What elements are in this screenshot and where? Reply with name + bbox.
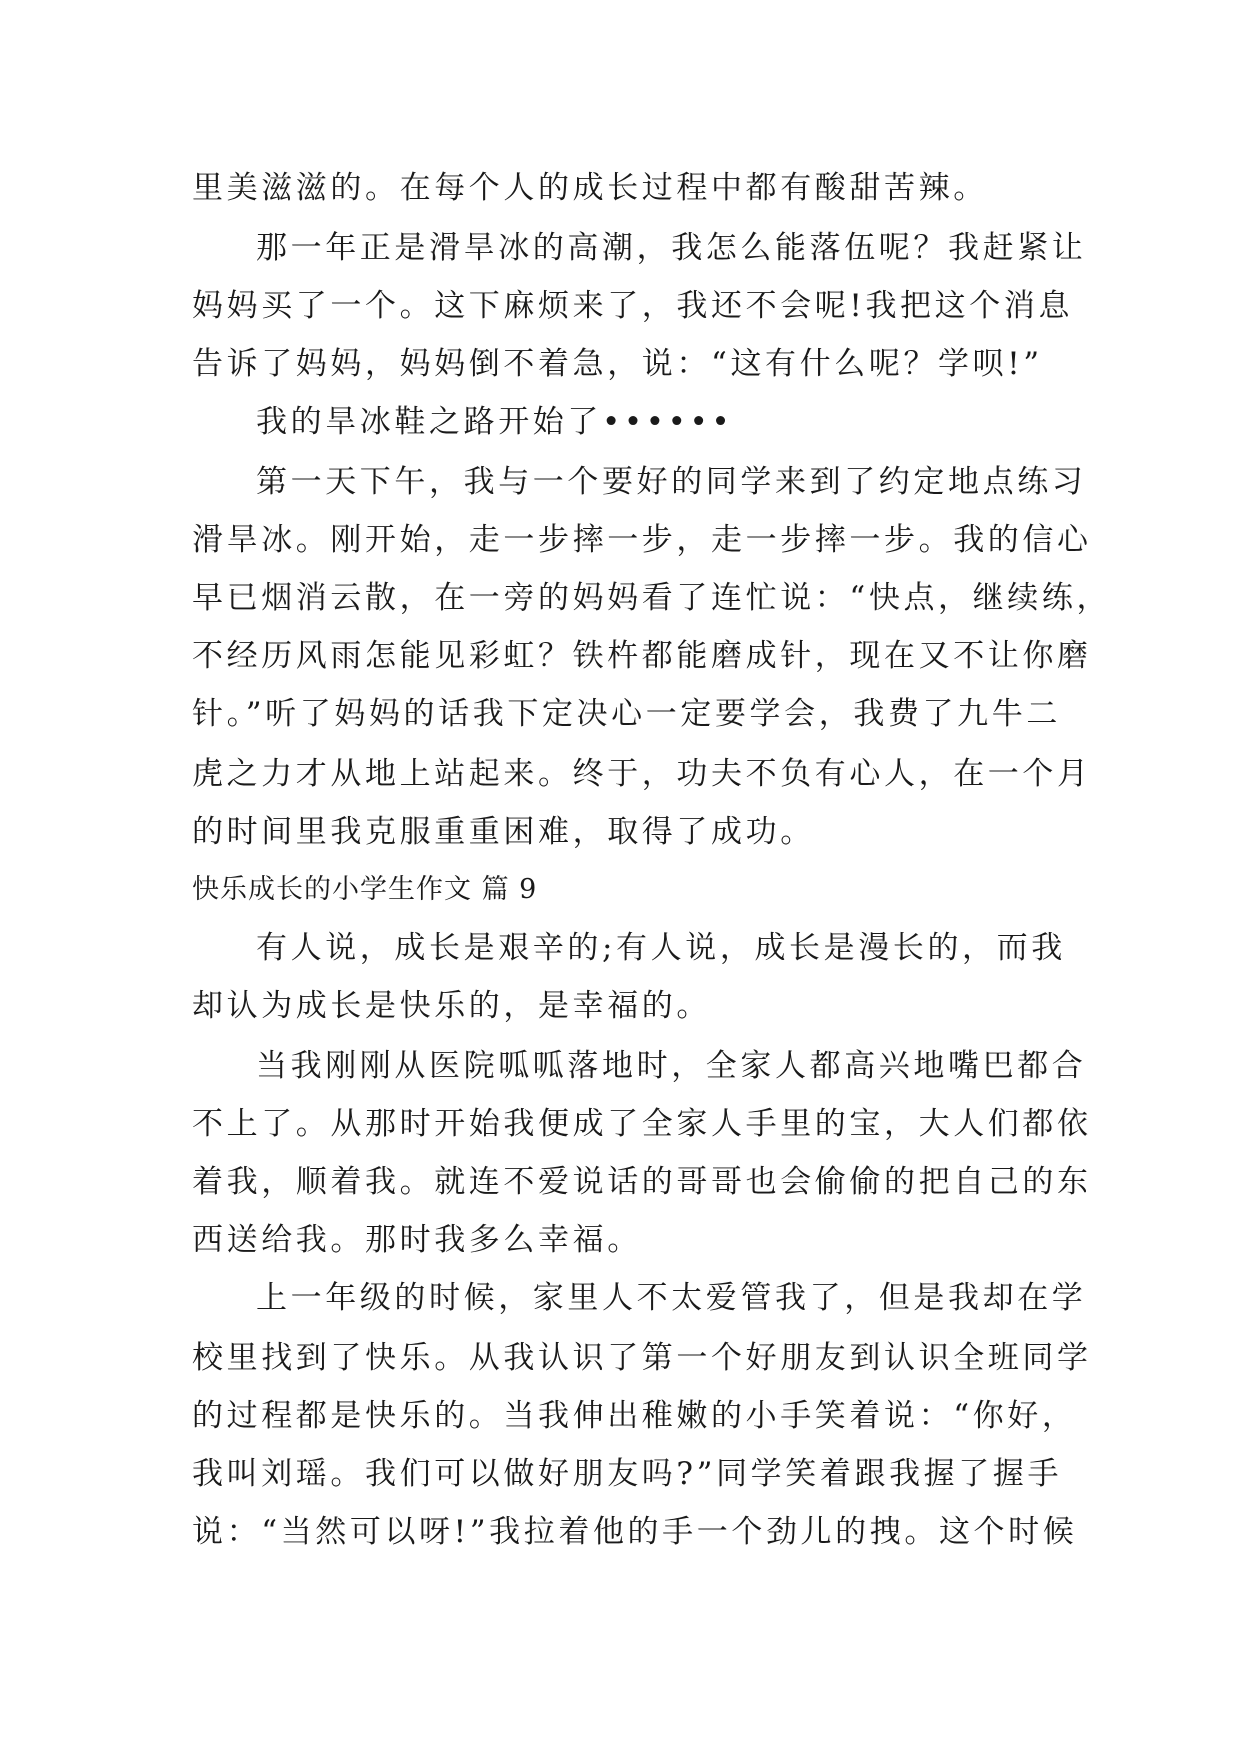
paragraph-line: 里美滋滋的。在每个人的成长过程中都有酸甜苦辣。 [192,170,988,206]
paragraph-line: 不上了。从那时开始我便成了全家人手里的宝，大人们都依 [192,1106,1092,1142]
paragraph-line: 的过程都是快乐的。当我伸出稚嫩的小手笑着说：“你好， [192,1398,1077,1434]
paragraph-line: 第一天下午，我与一个要好的同学来到了约定地点练习 [256,464,1087,500]
paragraph-line: 却认为成长是快乐的，是幸福的。 [192,988,711,1024]
paragraph-line: 早已烟消云散，在一旁的妈妈看了连忙说：“快点，继续练， [192,580,1112,616]
paragraph-line: 说：“当然可以呀!”我拉着他的手一个劲儿的拽。这个时候 [192,1514,1078,1550]
paragraph-line: 西送给我。那时我多么幸福。 [192,1222,642,1258]
paragraph-line: 不经历风雨怎能见彩虹？铁杵都能磨成针，现在又不让你磨 [192,638,1092,674]
paragraph-line: 针。”听了妈妈的话我下定决心一定要学会，我费了九牛二 [192,696,1061,732]
paragraph-line: 校里找到了快乐。从我认识了第一个好朋友到认识全班同学 [192,1340,1092,1376]
paragraph-line: 着我，顺着我。就连不爱说话的哥哥也会偷偷的把自己的东 [192,1164,1092,1200]
paragraph-line: 上一年级的时候，家里人不太爱管我了，但是我却在学 [256,1280,1087,1316]
paragraph-line: 告诉了妈妈，妈妈倒不着急，说：“这有什么呢？学呗!” [192,346,1043,382]
paragraph-line: 虎之力才从地上站起来。终于，功夫不负有心人，在一个月 [192,756,1092,792]
paragraph-line: 我的旱冰鞋之路开始了•••••• [256,404,734,440]
paragraph-line: 我叫刘瑶。我们可以做好朋友吗?”同学笑着跟我握了握手 [192,1456,1063,1492]
paragraph-line: 那一年正是滑旱冰的高潮，我怎么能落伍呢？我赶紧让 [256,230,1087,266]
paragraph-line: 当我刚刚从医院呱呱落地时，全家人都高兴地嘴巴都合 [256,1048,1087,1084]
paragraph-line: 的时间里我克服重重困难，取得了成功。 [192,814,815,850]
paragraph-line: 妈妈买了一个。这下麻烦来了，我还不会呢!我把这个消息 [192,288,1074,324]
paragraph-line: 滑旱冰。刚开始，走一步摔一步，走一步摔一步。我的信心 [192,522,1092,558]
paragraph-line: 有人说，成长是艰辛的;有人说，成长是漫长的，而我 [256,930,1066,966]
section-heading: 快乐成长的小学生作文 篇 9 [192,874,538,905]
